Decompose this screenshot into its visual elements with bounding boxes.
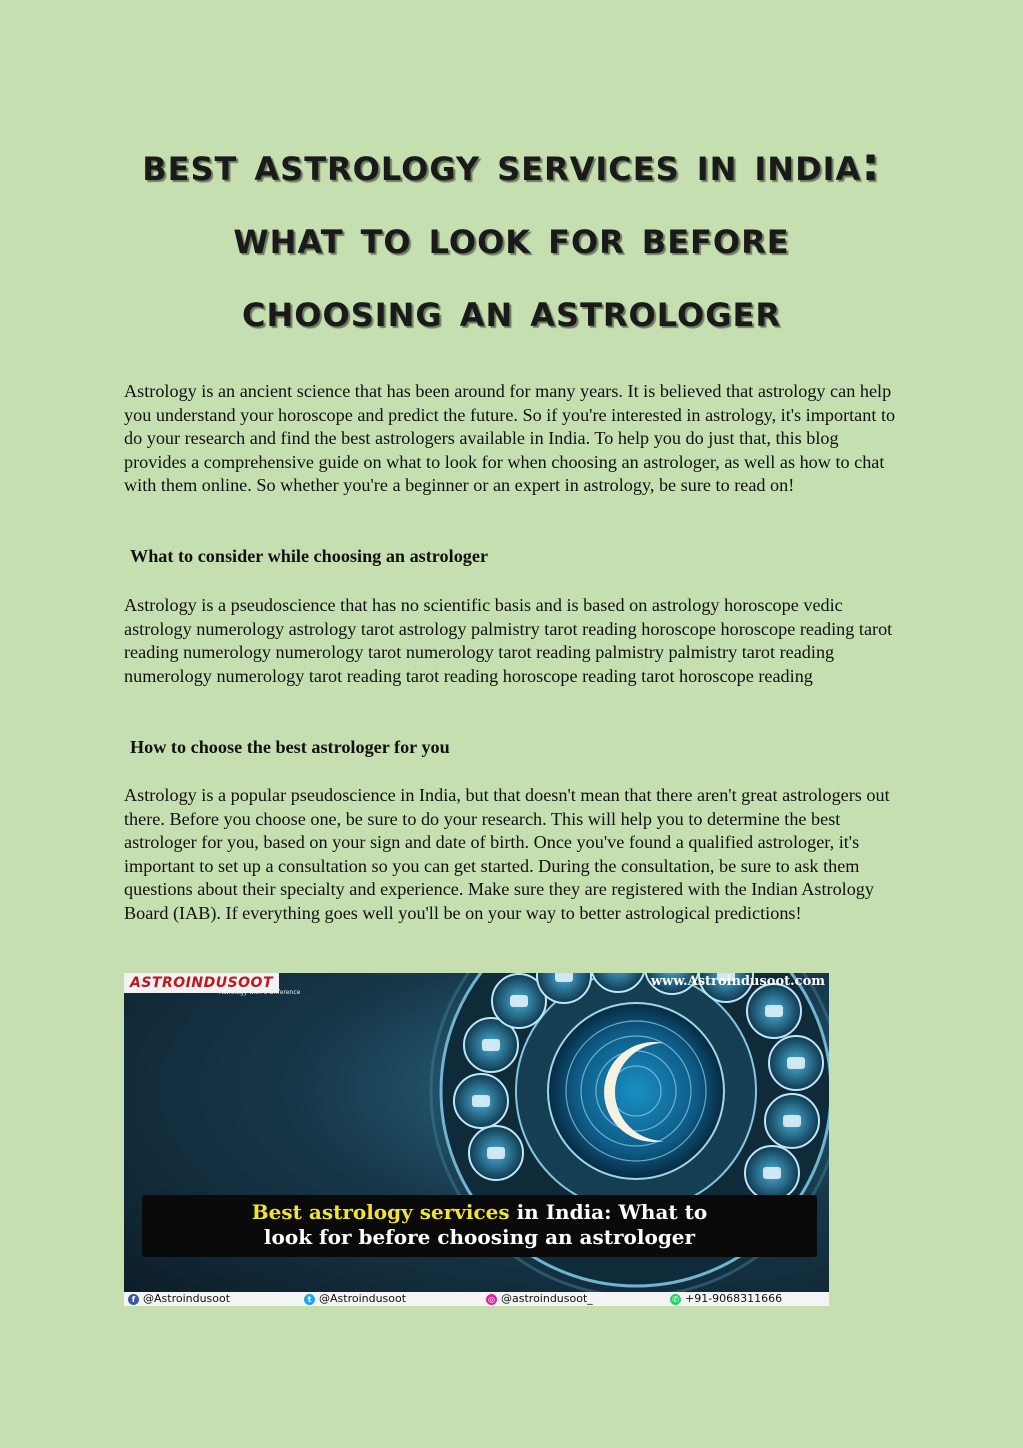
banner-logo-tagline: Astrology with a Difference bbox=[219, 989, 301, 996]
banner-site-url: www.Astroindusoot.com bbox=[650, 974, 825, 989]
intro-paragraph: Astrology is an ancient science that has been around for many years. It is believed that astrology can help you understand your horoscope and predict the future. So if you're interested in astrology, it's important to do your research and find the best astrologers available in India. To help you do just that, this blog provides a comprehensive guide on what to look for when choosing an astrologer, as well as how to chat with them online. So whether you're a beginner or an expert in astrology, be sure to read on! bbox=[124, 381, 896, 496]
banner-caption bbox=[142, 1195, 817, 1257]
twitter-icon: t bbox=[304, 1294, 315, 1305]
section-heading-choose: How to choose the best astrologer for you bbox=[130, 737, 450, 757]
social-facebook bbox=[128, 1292, 230, 1306]
title-line-1: best astrology services in india: bbox=[142, 137, 881, 191]
instagram-icon: ◎ bbox=[486, 1294, 497, 1305]
section-heading-consider: What to consider while choosing an astrologer bbox=[130, 546, 489, 566]
facebook-handle: @Astroindusoot bbox=[143, 1292, 231, 1305]
banner-caption-rest: in India: What to bbox=[509, 1200, 708, 1224]
section-body-consider: Astrology is a pseudoscience that has no scientific basis and is based on astrology horoscope vedic astrology numerology astrology tarot astrology palmistry tarot reading horoscope horoscope reading tarot reading numerology numerology tarot numerology tarot reading palmistry palmistry tarot reading numerology numerology tarot reading tarot reading horoscope reading tarot horoscope reading bbox=[124, 595, 893, 686]
title-line-3: choosing an astrologer bbox=[242, 283, 781, 337]
section-body-choose: Astrology is a popular pseudoscience in India, but that doesn't mean that there aren't great astrologers out there. Before you choose one, be sure to do your research. This will help you to determine the best astrologer for you, based on your sign and date of birth. Once you've found a qualified astrologer, it's important to set up a consultation so you can get started. During the consultation, be sure to ask them questions about their specialty and experience. Make sure they are registered with the Indian Astrology Board (IAB). If everything goes well you'll be on your way to better astrological predictions! bbox=[124, 785, 890, 923]
banner-logo: ASTROINDUSOOT bbox=[124, 973, 279, 993]
facebook-icon: f bbox=[128, 1294, 139, 1305]
page-title bbox=[60, 128, 963, 347]
whatsapp-icon: ✆ bbox=[670, 1294, 681, 1305]
instagram-handle: @astroindusoot_ bbox=[501, 1292, 593, 1305]
twitter-handle: @Astroindusoot bbox=[319, 1292, 407, 1305]
title-line-2: what to look for before bbox=[233, 210, 790, 264]
social-instagram bbox=[486, 1292, 593, 1306]
social-whatsapp bbox=[670, 1292, 782, 1306]
whatsapp-number: +91-9068311666 bbox=[685, 1292, 783, 1305]
social-bar bbox=[124, 1292, 829, 1306]
banner-caption-line2: look for before choosing an astrologer bbox=[263, 1225, 696, 1249]
social-twitter bbox=[304, 1292, 406, 1306]
banner-caption-highlight: Best astrology services bbox=[251, 1200, 510, 1224]
astrology-banner-image bbox=[124, 973, 829, 1306]
